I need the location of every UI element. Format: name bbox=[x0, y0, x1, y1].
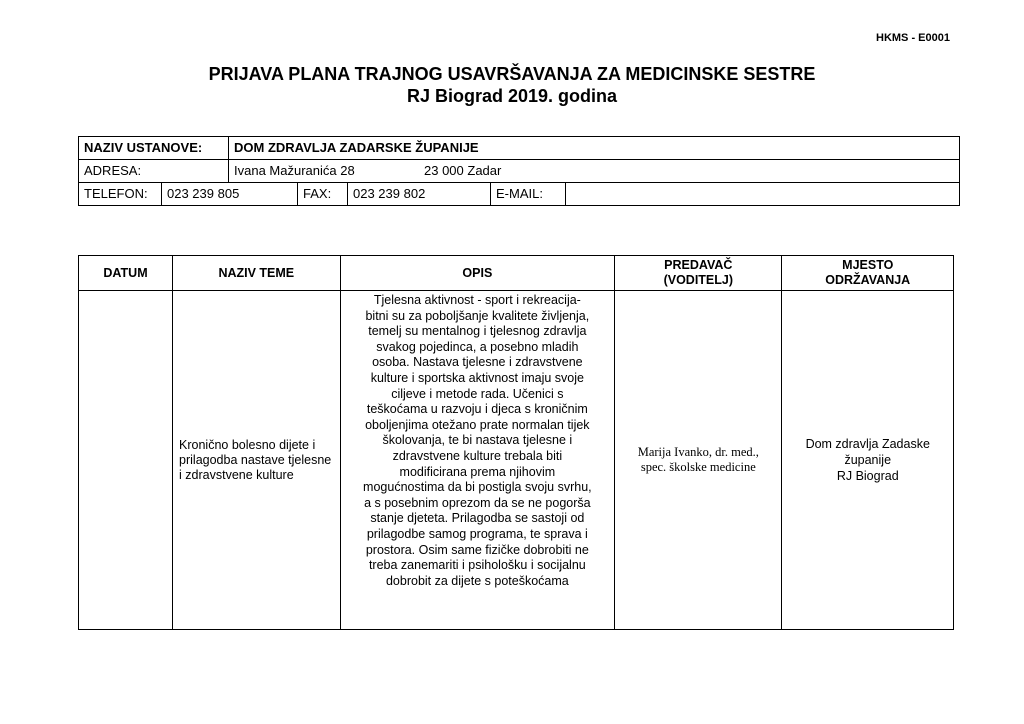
address-label: ADRESA: bbox=[79, 160, 229, 182]
fax-value: 023 239 802 bbox=[348, 183, 491, 205]
page-subtitle: RJ Biograd 2019. godina bbox=[406, 86, 618, 106]
email-value bbox=[566, 183, 959, 205]
institution-name-value: DOM ZDRAVLJA ZADARSKE ŽUPANIJE bbox=[234, 140, 479, 155]
institution-contact-row bbox=[79, 183, 959, 205]
header-date: DATUM bbox=[79, 256, 173, 291]
table-row bbox=[79, 291, 954, 630]
header-venue: MJESTO ODRŽAVANJA bbox=[782, 256, 954, 291]
phone-value: 023 239 805 bbox=[162, 183, 298, 205]
row-theme: Kronično bolesno dijete i prilagodba nastave tjelesne i zdravstvene kulture bbox=[173, 291, 341, 630]
form-code: HKMS - E0001 bbox=[876, 32, 950, 44]
phone-label: TELEFON: bbox=[79, 183, 162, 205]
row-description-cell bbox=[340, 291, 615, 630]
address-city: 23 000 Zadar bbox=[424, 163, 502, 178]
row-date bbox=[79, 291, 173, 630]
institution-info-table bbox=[78, 136, 960, 206]
row-venue: Dom zdravlja Zadaske županije RJ Biograd bbox=[782, 291, 954, 630]
fax-label: FAX: bbox=[298, 183, 348, 205]
email-label: E-MAIL: bbox=[491, 183, 566, 205]
header-lecturer: PREDAVAČ (VODITELJ) bbox=[615, 256, 782, 291]
header-description: OPIS bbox=[340, 256, 615, 291]
training-plan-table bbox=[78, 255, 954, 630]
address-street: Ivana Mažuranića 28 bbox=[234, 163, 355, 178]
row-lecturer: Marija Ivanko, dr. med., spec. školske medicine bbox=[615, 291, 782, 630]
page-title: PRIJAVA PLANA TRAJNOG USAVRŠAVANJA ZA MEDICINSKE SESTRE bbox=[208, 64, 816, 84]
row-description: Tjelesna aktivnost - sport i rekreacija- bitni su za poboljšanje kvalitete življenja, temelj su mentalnog i tjelesnog zdravlja svakog pojedinca, a posebno mladih osoba. Nastava tjelesne i zdravstvene kulture i sportska aktivnost imaju svoje ciljeve i metode rada. Učenici s teškoćama u razvoju i djeca s kroničnim oboljenjima otežano prate normalan tijek školovanja, te bi nastava tjelesne i zdravstvene kulture trebala biti modificirana prema njihovim mogućnostima da bi postigla svoju svrhu, a s posebnim oprezom da se ne pogorša stanje djeteta. Prilagodba se sastoji od prilagodbe samog programa, te sprava i prostora. Osim same fizičke dobrobiti ne treba zanemariti i psihološku i socijalnu dobrobit za dijete s poteškoćama bbox=[363, 293, 592, 588]
institution-name-row bbox=[79, 137, 959, 160]
institution-address-row bbox=[79, 160, 959, 183]
institution-name-label: NAZIV USTANOVE: bbox=[79, 137, 229, 159]
header-theme: NAZIV TEME bbox=[173, 256, 341, 291]
table-header-row bbox=[79, 256, 954, 291]
